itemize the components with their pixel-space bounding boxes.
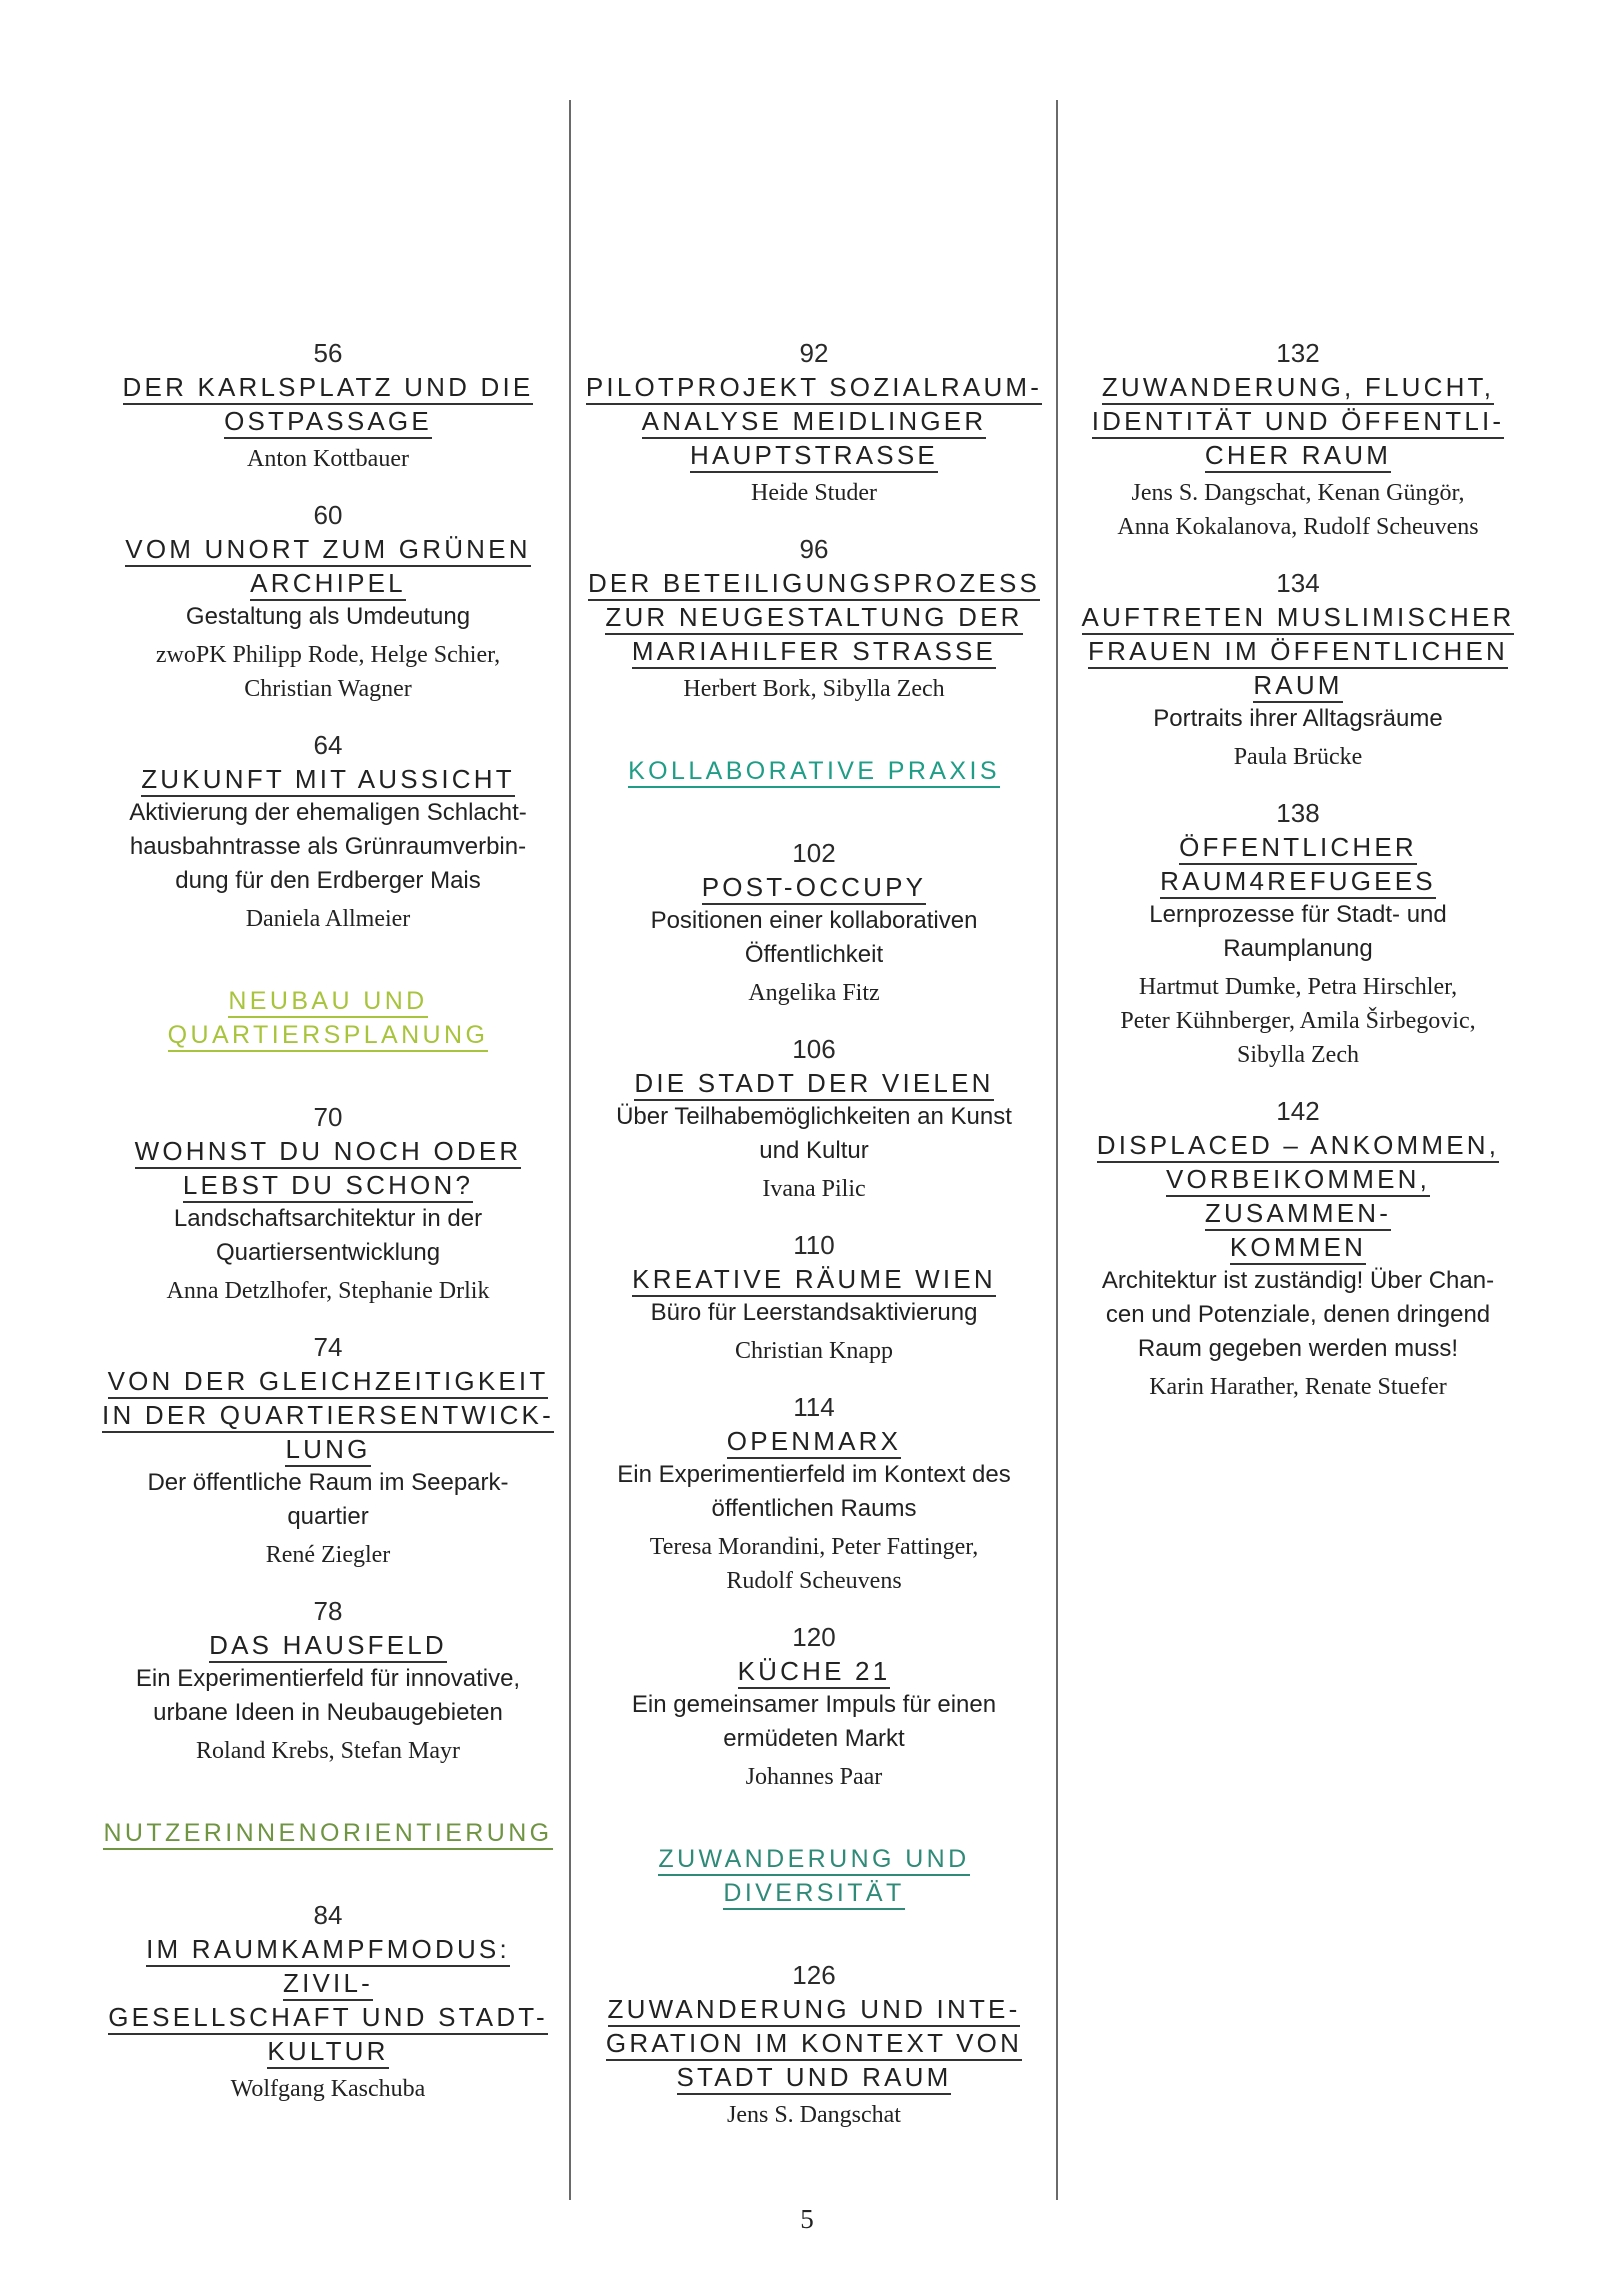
title-line: WOHNST DU NOCH ODER xyxy=(135,1136,522,1169)
auth-line: René Ziegler xyxy=(265,1542,391,1568)
toc-column xyxy=(1068,336,1528,1426)
toc-entry[interactable] xyxy=(584,836,1044,1010)
entry-authors xyxy=(1068,970,1528,1072)
title-line: ZUWANDERUNG, FLUCHT, xyxy=(1102,372,1494,405)
title-line: DAS HAUSFELD xyxy=(209,1630,447,1663)
entry-authors xyxy=(584,976,1044,1010)
auth-line: Christian Knapp xyxy=(735,1338,893,1364)
section-heading-line: ZUWANDERUNG UND xyxy=(658,1845,969,1876)
entry-page-number: 138 xyxy=(1276,798,1320,828)
entry-subtitle xyxy=(98,600,558,634)
entry-page-number: 106 xyxy=(792,1034,836,1064)
auth-line: Wolfgang Kaschuba xyxy=(230,2076,426,2102)
title-line: RAUM4REFUGEES xyxy=(1160,866,1436,899)
entry-subtitle xyxy=(98,796,558,898)
toc-entry[interactable] xyxy=(98,1100,558,1308)
toc-entry[interactable] xyxy=(584,1620,1044,1794)
entry-authors xyxy=(584,1530,1044,1598)
auth-line: Christian Wagner xyxy=(244,676,412,702)
toc-entry[interactable] xyxy=(584,1390,1044,1598)
auth-line: Johannes Paar xyxy=(745,1764,883,1790)
toc-entry[interactable] xyxy=(98,1898,558,2106)
entry-title xyxy=(98,1364,558,1466)
sub-line: Landschaftsarchitektur in der xyxy=(173,1205,483,1232)
toc-entry[interactable] xyxy=(1068,1094,1528,1404)
entry-page-number: 74 xyxy=(313,1332,343,1362)
entry-page-number: 114 xyxy=(793,1392,835,1422)
sub-line: Öffentlichkeit xyxy=(744,941,884,968)
toc-entry[interactable] xyxy=(584,1958,1044,2132)
entry-subtitle xyxy=(1068,898,1528,966)
auth-line: Daniela Allmeier xyxy=(245,906,411,932)
entry-subtitle xyxy=(98,1202,558,1270)
auth-line: Anton Kottbauer xyxy=(247,446,409,472)
entry-title xyxy=(584,566,1044,668)
sub-line: Portraits ihrer Alltagsräume xyxy=(1153,705,1443,732)
sub-line: Büro für Leerstandsaktivierung xyxy=(650,1299,978,1326)
entry-authors xyxy=(584,672,1044,706)
auth-line: Sibylla Zech xyxy=(1237,1042,1359,1068)
entry-authors xyxy=(1068,1370,1528,1404)
page-number: 5 xyxy=(800,2204,814,2234)
entry-subtitle xyxy=(98,1662,558,1730)
title-line: OPENMARX xyxy=(727,1426,901,1459)
entry-page-number: 92 xyxy=(799,338,829,368)
auth-line: Ivana Pilic xyxy=(762,1176,866,1202)
title-line: VON DER GLEICHZEITIGKEIT xyxy=(108,1366,549,1399)
entry-title xyxy=(584,870,1044,904)
sub-line: Über Teilhabemöglichkeiten an Kunst xyxy=(616,1103,1012,1130)
sub-line: quartier xyxy=(287,1503,369,1530)
title-line: DISPLACED – ANKOMMEN, xyxy=(1097,1130,1499,1163)
title-line: CHER RAUM xyxy=(1205,440,1391,473)
toc-entry[interactable] xyxy=(584,1032,1044,1206)
entry-subtitle xyxy=(98,1466,558,1534)
title-line: IM RAUMKAMPFMODUS: ZIVIL- xyxy=(146,1934,510,2001)
title-line: KOMMEN xyxy=(1230,1232,1366,1265)
entry-title xyxy=(1068,600,1528,702)
entry-subtitle xyxy=(1068,702,1528,736)
entry-authors xyxy=(584,1334,1044,1368)
title-line: HAUPTSTRASSE xyxy=(690,440,938,473)
title-line: RAUM xyxy=(1253,670,1342,703)
sub-line: cen und Potenziale, denen dringend xyxy=(1105,1301,1491,1328)
auth-line: Anna Kokalanova, Rudolf Scheuvens xyxy=(1117,514,1479,540)
section-heading-line: KOLLABORATIVE PRAXIS xyxy=(628,757,1000,788)
entry-subtitle xyxy=(584,1100,1044,1168)
toc-entry[interactable] xyxy=(1068,336,1528,544)
entry-title xyxy=(584,1262,1044,1296)
title-line: ZUR NEUGESTALTUNG DER xyxy=(605,602,1022,635)
entry-title xyxy=(98,1628,558,1662)
entry-page-number: 84 xyxy=(313,1900,343,1930)
section-heading xyxy=(584,754,1044,788)
entry-title xyxy=(584,1992,1044,2094)
toc-entry[interactable] xyxy=(98,1594,558,1768)
sub-line: urbane Ideen in Neubaugebieten xyxy=(153,1699,503,1726)
auth-line: zwoPK Philipp Rode, Helge Schier, xyxy=(155,642,501,668)
sub-line: Quartiersentwicklung xyxy=(215,1239,441,1266)
column-divider xyxy=(569,100,571,2200)
title-line: KULTUR xyxy=(267,2036,388,2069)
toc-entry[interactable] xyxy=(584,1228,1044,1368)
title-line: GRATION IM KONTEXT VON xyxy=(606,2028,1022,2061)
toc-entry[interactable] xyxy=(1068,796,1528,1072)
title-line: GESELLSCHAFT UND STADT- xyxy=(108,2002,548,2035)
title-line: PILOTPROJEKT SOZIALRAUM- xyxy=(586,372,1042,405)
entry-page-number: 102 xyxy=(792,838,836,868)
auth-line: Heide Studer xyxy=(751,480,877,506)
entry-title xyxy=(98,370,558,438)
title-line: MARIAHILFER STRASSE xyxy=(632,636,996,669)
title-line: ÖFFENTLICHER xyxy=(1179,832,1417,865)
title-line: ARCHIPEL xyxy=(250,568,406,601)
entry-page-number: 70 xyxy=(313,1102,343,1132)
title-line: IDENTITÄT UND ÖFFENTLI- xyxy=(1092,406,1505,439)
sub-line: Lernprozesse für Stadt- und xyxy=(1149,901,1447,928)
title-line: AUFTRETEN MUSLIMISCHER xyxy=(1082,602,1515,635)
entry-authors xyxy=(584,2098,1044,2132)
entry-page-number: 56 xyxy=(313,338,343,368)
entry-authors xyxy=(1068,476,1528,544)
toc-entry[interactable] xyxy=(98,728,558,936)
auth-line: Teresa Morandini, Peter Fattinger, xyxy=(649,1534,979,1560)
section-heading xyxy=(584,1842,1044,1910)
entry-authors xyxy=(98,902,558,936)
toc-entry[interactable] xyxy=(1068,566,1528,774)
auth-line: Angelika Fitz xyxy=(748,980,880,1006)
section-heading-line: NUTZERINNENORIENTIERUNG xyxy=(103,1819,552,1850)
title-line: LUNG xyxy=(285,1434,370,1467)
entry-title xyxy=(1068,1128,1528,1264)
entry-page-number: 64 xyxy=(313,730,343,760)
title-line: KÜCHE 21 xyxy=(738,1656,891,1689)
title-line: POST-OCCUPY xyxy=(702,872,926,905)
entry-title xyxy=(584,1424,1044,1458)
entry-authors xyxy=(584,1760,1044,1794)
sub-line: Gestaltung als Umdeutung xyxy=(185,603,471,630)
toc-entry[interactable] xyxy=(98,336,558,476)
entry-title xyxy=(98,532,558,600)
entry-title xyxy=(98,1932,558,2068)
section-heading-line: QUARTIERSPLANUNG xyxy=(168,1021,489,1052)
sub-line: Ein Experimentierfeld für innovative, xyxy=(135,1665,521,1692)
entry-authors xyxy=(584,1172,1044,1206)
section-heading-line: DIVERSITÄT xyxy=(723,1879,904,1910)
column-divider xyxy=(1056,100,1058,2200)
entry-title xyxy=(98,1134,558,1202)
title-line: VOM UNORT ZUM GRÜNEN xyxy=(125,534,530,567)
toc-entry[interactable] xyxy=(98,1330,558,1572)
title-line: ZUWANDERUNG UND INTE- xyxy=(608,1994,1021,2027)
title-line: DER BETEILIGUNGSPROZESS xyxy=(588,568,1040,601)
entry-authors xyxy=(98,1734,558,1768)
section-heading-line: NEUBAU UND xyxy=(228,987,427,1018)
sub-line: Architektur ist zuständig! Über Chan- xyxy=(1101,1267,1495,1294)
sub-line: Ein Experimentierfeld im Kontext des xyxy=(617,1461,1011,1488)
title-line: DER KARLSPLATZ UND DIE xyxy=(123,372,534,405)
auth-line: Rudolf Scheuvens xyxy=(726,1568,902,1594)
auth-line: Jens S. Dangschat, Kenan Güngör, xyxy=(1131,480,1465,506)
entry-authors xyxy=(98,1538,558,1572)
auth-line: Anna Detzlhofer, Stephanie Drlik xyxy=(166,1278,490,1304)
toc-entry[interactable] xyxy=(584,336,1044,510)
auth-line: Paula Brücke xyxy=(1233,744,1363,770)
entry-title xyxy=(1068,830,1528,898)
toc-entry[interactable] xyxy=(584,532,1044,706)
auth-line: Hartmut Dumke, Petra Hirschler, xyxy=(1138,974,1458,1000)
sub-line: Aktivierung der ehemaligen Schlacht- xyxy=(129,799,527,826)
entry-page-number: 60 xyxy=(313,500,343,530)
toc-column xyxy=(584,336,1044,2154)
entry-page-number: 126 xyxy=(792,1960,836,1990)
sub-line: öffentlichen Raums xyxy=(711,1495,917,1522)
entry-authors xyxy=(98,1274,558,1308)
entry-subtitle xyxy=(584,1296,1044,1330)
sub-line: Positionen einer kollaborativen xyxy=(650,907,978,934)
auth-line: Roland Krebs, Stefan Mayr xyxy=(196,1738,460,1764)
entry-authors xyxy=(584,476,1044,510)
sub-line: Raum gegeben werden muss! xyxy=(1137,1335,1459,1362)
entry-subtitle xyxy=(584,904,1044,972)
title-line: IN DER QUARTIERSENTWICK- xyxy=(102,1400,554,1433)
entry-page-number: 134 xyxy=(1276,568,1320,598)
sub-line: dung für den Erdberger Mais xyxy=(175,867,481,894)
title-line: KREATIVE RÄUME WIEN xyxy=(632,1264,996,1297)
entry-page-number: 132 xyxy=(1276,338,1320,368)
title-line: STADT UND RAUM xyxy=(677,2062,952,2095)
sub-line: und Kultur xyxy=(759,1137,869,1164)
sub-line: ermüdeten Markt xyxy=(723,1725,905,1752)
title-line: DIE STADT DER VIELEN xyxy=(634,1068,993,1101)
title-line: ANALYSE MEIDLINGER xyxy=(642,406,987,439)
entry-subtitle xyxy=(584,1688,1044,1756)
entry-title xyxy=(584,370,1044,472)
entry-title xyxy=(584,1066,1044,1100)
entry-page-number: 120 xyxy=(792,1622,836,1652)
title-line: ZUKUNFT MIT AUSSICHT xyxy=(141,764,515,797)
sub-line: Ein gemeinsamer Impuls für einen xyxy=(631,1691,997,1718)
title-line: VORBEIKOMMEN, ZUSAMMEN- xyxy=(1166,1164,1430,1231)
sub-line: Der öffentliche Raum im Seepark- xyxy=(147,1469,509,1496)
entry-authors xyxy=(98,2072,558,2106)
entry-page-number: 96 xyxy=(799,534,829,564)
entry-authors xyxy=(98,638,558,706)
auth-line: Karin Harather, Renate Stuefer xyxy=(1149,1374,1447,1400)
toc-entry[interactable] xyxy=(98,498,558,706)
auth-line: Jens S. Dangschat xyxy=(727,2102,901,2128)
entry-page-number: 110 xyxy=(793,1230,835,1260)
auth-line: Peter Kühnberger, Amila Širbegovic, xyxy=(1120,1008,1476,1034)
entry-title xyxy=(1068,370,1528,472)
auth-line: Herbert Bork, Sibylla Zech xyxy=(683,676,945,702)
entry-authors xyxy=(1068,740,1528,774)
entry-page-number: 78 xyxy=(313,1596,343,1626)
title-line: LEBST DU SCHON? xyxy=(183,1170,473,1203)
section-heading xyxy=(98,984,558,1052)
title-line: OSTPASSAGE xyxy=(224,406,432,439)
entry-subtitle xyxy=(584,1458,1044,1526)
section-heading xyxy=(98,1816,558,1850)
sub-line: hausbahntrasse als Grünraumverbin- xyxy=(129,833,527,860)
entry-title xyxy=(98,762,558,796)
title-line: FRAUEN IM ÖFFENTLICHEN xyxy=(1088,636,1508,669)
toc-column xyxy=(98,336,558,2128)
entry-page-number: 142 xyxy=(1276,1096,1320,1126)
sub-line: Raumplanung xyxy=(1223,935,1373,962)
entry-authors xyxy=(98,442,558,476)
entry-subtitle xyxy=(1068,1264,1528,1366)
entry-title xyxy=(584,1654,1044,1688)
